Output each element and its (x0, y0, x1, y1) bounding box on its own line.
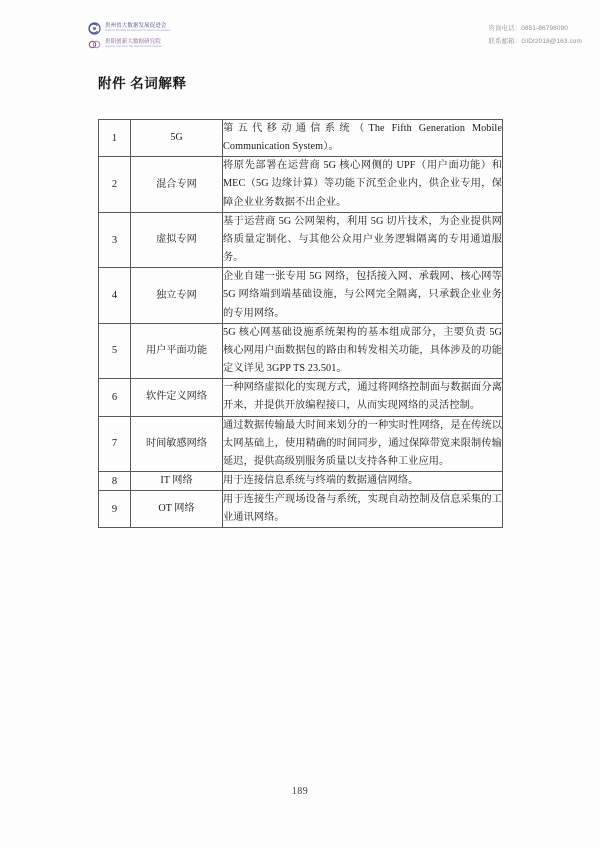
row-index: 1 (99, 120, 131, 157)
table-row (99, 268, 503, 323)
contact-block (489, 22, 582, 45)
row-index: 3 (99, 212, 131, 267)
glossary-table-body (99, 120, 503, 528)
row-term: 独立专网 (131, 268, 223, 323)
logo-association-text (105, 24, 170, 33)
row-index: 9 (99, 491, 131, 528)
row-index: 2 (99, 157, 131, 212)
row-definition: 一种网络虚拟化的实现方式，通过将网络控制面与数据面分离开来，并提供开放编程接口，从而实现网络的灵活控制。 (223, 379, 503, 416)
circle-emblem-icon (88, 22, 101, 35)
row-index: 5 (99, 323, 131, 378)
row-definition: 第五代移动通信系统（The Fifth Generation Mobile Communication System）。 (223, 120, 503, 157)
table-row (99, 491, 503, 528)
contact-phone: 咨询电话：0851-86798090 (488, 25, 568, 32)
logo-institute-name-cn: 贵阳创新大数据研究院 (105, 39, 161, 45)
page-header (0, 22, 600, 56)
page-title: 附件 名词解释 (98, 76, 187, 91)
row-term: 混合专网 (131, 157, 223, 212)
logo-association (88, 22, 170, 35)
row-index: 4 (99, 268, 131, 323)
row-definition: 企业自建一张专用 5G 网络，包括接入网、承载网、核心网等 5G 网络端到端基础设施，与公网完全隔离，只承载企业业务的专用网络。 (223, 268, 503, 323)
row-index: 6 (99, 379, 131, 416)
logo-association-name-en: Guizhou Big Data Development Promotion Association (105, 29, 171, 33)
row-term: 虚拟专网 (131, 212, 223, 267)
row-term: 5G (131, 120, 223, 157)
row-definition: 将原先部署在运营商 5G 核心网侧的 UPF（用户面功能）和 MEC（5G 边缘计算）等功能下沉至企业内，供企业专用，保障企业业务数据不出企业。 (223, 157, 503, 212)
contact-email: 联系邮箱：GIDI2018@163.com (488, 38, 582, 45)
circle-emblem-icon (88, 38, 101, 51)
page-number: 189 (291, 786, 309, 797)
table-row (99, 379, 503, 416)
logo-association-name-cn: 贵州省大数据发展促进会 (105, 23, 167, 29)
table-row (99, 471, 503, 490)
table-row (99, 120, 503, 157)
logo-institute-name-en: Guiyang Innovation Big Data Research Institute (105, 45, 162, 49)
row-index: 8 (99, 471, 131, 490)
organization-logos (88, 22, 170, 51)
glossary-table (98, 119, 503, 528)
row-term: 时间敏感网络 (131, 416, 223, 471)
row-term: 软件定义网络 (131, 379, 223, 416)
row-definition: 用于连接信息系统与终端的数据通信网络。 (223, 471, 503, 490)
row-index: 7 (99, 416, 131, 471)
table-row (99, 212, 503, 267)
logo-institute (88, 38, 170, 51)
row-definition: 基于运营商 5G 公网架构，利用 5G 切片技术，为企业提供网络质量定制化、与其他公众用户业务逻辑隔离的专用通道服务。 (223, 212, 503, 267)
row-definition: 5G 核心网基础设施系统架构的基本组成部分，主要负责 5G 核心网用户面数据包的路由和转发相关功能，具体涉及的功能定义详见 3GPP TS 23.501。 (223, 323, 503, 378)
table-row (99, 323, 503, 378)
row-term: IT 网络 (131, 471, 223, 490)
glossary-table-wrapper (98, 119, 502, 528)
row-term: 用户平面功能 (131, 323, 223, 378)
logo-institute-text (105, 40, 162, 49)
row-definition: 通过数据传输最大时间来划分的一种实时性网络，是在传统以太网基础上，使用精确的时间同步，通过保障带宽来限制传输延迟，提供高级别服务质量以支持各种工业应用。 (223, 416, 503, 471)
row-term: OT 网络 (131, 491, 223, 528)
row-definition: 用于连接生产现场设备与系统，实现自动控制及信息采集的工业通讯网络。 (223, 491, 503, 528)
table-row (99, 416, 503, 471)
table-row (99, 157, 503, 212)
